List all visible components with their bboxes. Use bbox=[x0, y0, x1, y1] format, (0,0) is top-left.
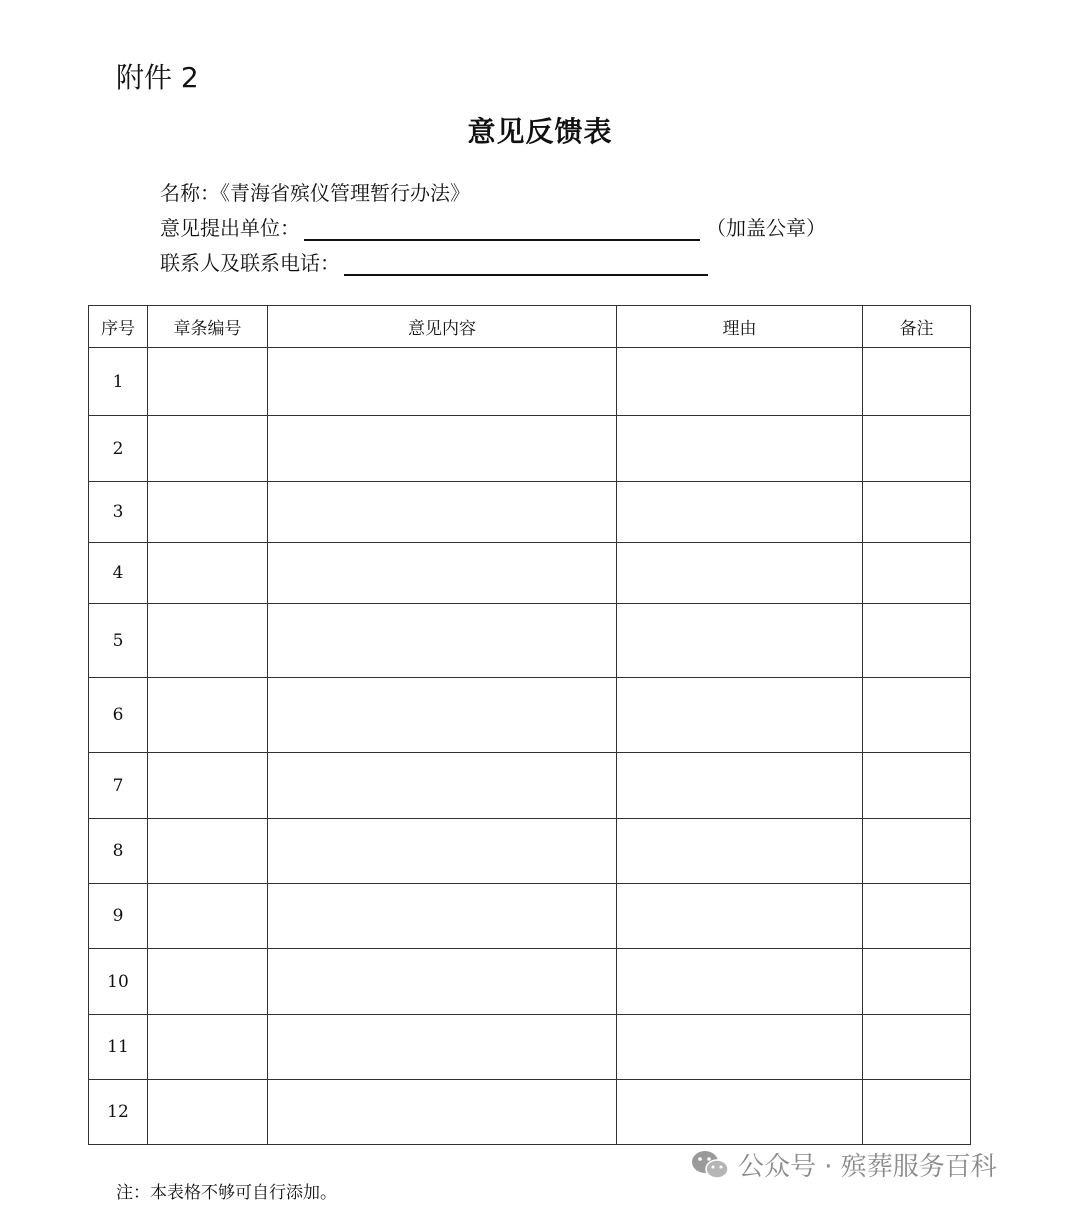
clause-cell[interactable] bbox=[148, 1080, 268, 1145]
remark-cell[interactable] bbox=[863, 753, 971, 819]
remark-cell[interactable] bbox=[863, 819, 971, 884]
reason-cell[interactable] bbox=[617, 348, 863, 416]
row-number: 9 bbox=[89, 884, 148, 949]
clause-cell[interactable] bbox=[148, 543, 268, 604]
header-cell: 备注 bbox=[863, 306, 971, 348]
opinion-cell[interactable] bbox=[268, 678, 617, 753]
opinion-cell[interactable] bbox=[268, 884, 617, 949]
row-number: 7 bbox=[89, 753, 148, 819]
table-row bbox=[89, 1015, 971, 1080]
remark-cell[interactable] bbox=[863, 604, 971, 678]
reason-cell[interactable] bbox=[617, 819, 863, 884]
opinion-cell[interactable] bbox=[268, 1080, 617, 1145]
remark-cell[interactable] bbox=[863, 543, 971, 604]
clause-cell[interactable] bbox=[148, 819, 268, 884]
table-row bbox=[89, 753, 971, 819]
name-text: 名称：《青海省殡仪管理暂行办法》 bbox=[160, 181, 470, 205]
row-number: 10 bbox=[89, 949, 148, 1015]
reason-cell[interactable] bbox=[617, 949, 863, 1015]
reason-cell[interactable] bbox=[617, 884, 863, 949]
clause-cell[interactable] bbox=[148, 884, 268, 949]
row-number: 6 bbox=[89, 678, 148, 753]
clause-cell[interactable] bbox=[148, 1015, 268, 1080]
opinion-cell[interactable] bbox=[268, 416, 617, 482]
opinion-cell[interactable] bbox=[268, 482, 617, 543]
table-row bbox=[89, 482, 971, 543]
clause-cell[interactable] bbox=[148, 604, 268, 678]
table-row bbox=[89, 543, 971, 604]
reason-cell[interactable] bbox=[617, 753, 863, 819]
unit-label: 意见提出单位： bbox=[160, 216, 300, 240]
table-row bbox=[89, 604, 971, 678]
table-row bbox=[89, 348, 971, 416]
clause-cell[interactable] bbox=[148, 348, 268, 416]
reason-cell[interactable] bbox=[617, 1080, 863, 1145]
row-number: 8 bbox=[89, 819, 148, 884]
unit-suffix: （加盖公章） bbox=[706, 216, 826, 240]
table-note: 注：本表格不够可自行添加。 bbox=[116, 1183, 337, 1203]
header-cell: 序号 bbox=[89, 306, 148, 348]
row-number: 5 bbox=[89, 604, 148, 678]
header-cell: 章条编号 bbox=[148, 306, 268, 348]
opinion-cell[interactable] bbox=[268, 604, 617, 678]
form-title: 意见反馈表 bbox=[467, 115, 613, 148]
reason-cell[interactable] bbox=[617, 543, 863, 604]
clause-cell[interactable] bbox=[148, 416, 268, 482]
name-line bbox=[160, 177, 470, 206]
row-number: 3 bbox=[89, 482, 148, 543]
clause-cell[interactable] bbox=[148, 678, 268, 753]
remark-cell[interactable] bbox=[863, 348, 971, 416]
wechat-icon bbox=[690, 1149, 730, 1181]
table-row bbox=[89, 678, 971, 753]
row-number: 1 bbox=[89, 348, 148, 416]
opinion-cell[interactable] bbox=[268, 1015, 617, 1080]
clause-cell[interactable] bbox=[148, 753, 268, 819]
clause-cell[interactable] bbox=[148, 482, 268, 543]
reason-cell[interactable] bbox=[617, 678, 863, 753]
contact-line bbox=[160, 247, 714, 276]
remark-cell[interactable] bbox=[863, 678, 971, 753]
unit-fill-line[interactable] bbox=[304, 219, 700, 241]
contact-label: 联系人及联系电话： bbox=[160, 251, 340, 275]
opinion-cell[interactable] bbox=[268, 819, 617, 884]
row-number: 2 bbox=[89, 416, 148, 482]
attachment-label: 附件 2 bbox=[116, 61, 199, 94]
contact-fill-line[interactable] bbox=[344, 254, 708, 276]
opinion-cell[interactable] bbox=[268, 543, 617, 604]
watermark bbox=[690, 1146, 997, 1183]
remark-cell[interactable] bbox=[863, 884, 971, 949]
row-number: 4 bbox=[89, 543, 148, 604]
watermark-text: 公众号 · 殡葬服务百科 bbox=[738, 1152, 997, 1182]
opinion-cell[interactable] bbox=[268, 949, 617, 1015]
unit-line bbox=[160, 212, 826, 241]
reason-cell[interactable] bbox=[617, 482, 863, 543]
row-number: 12 bbox=[89, 1080, 148, 1145]
table-row bbox=[89, 1080, 971, 1145]
remark-cell[interactable] bbox=[863, 949, 971, 1015]
remark-cell[interactable] bbox=[863, 482, 971, 543]
reason-cell[interactable] bbox=[617, 416, 863, 482]
remark-cell[interactable] bbox=[863, 1080, 971, 1145]
remark-cell[interactable] bbox=[863, 416, 971, 482]
opinion-cell[interactable] bbox=[268, 753, 617, 819]
remark-cell[interactable] bbox=[863, 1015, 971, 1080]
reason-cell[interactable] bbox=[617, 1015, 863, 1080]
feedback-table bbox=[88, 305, 971, 1145]
table-row bbox=[89, 819, 971, 884]
table-row bbox=[89, 416, 971, 482]
table-row bbox=[89, 949, 971, 1015]
table-row bbox=[89, 884, 971, 949]
header-cell: 意见内容 bbox=[268, 306, 617, 348]
table-header-row bbox=[89, 306, 971, 348]
header-cell: 理由 bbox=[617, 306, 863, 348]
reason-cell[interactable] bbox=[617, 604, 863, 678]
clause-cell[interactable] bbox=[148, 949, 268, 1015]
row-number: 11 bbox=[89, 1015, 148, 1080]
opinion-cell[interactable] bbox=[268, 348, 617, 416]
